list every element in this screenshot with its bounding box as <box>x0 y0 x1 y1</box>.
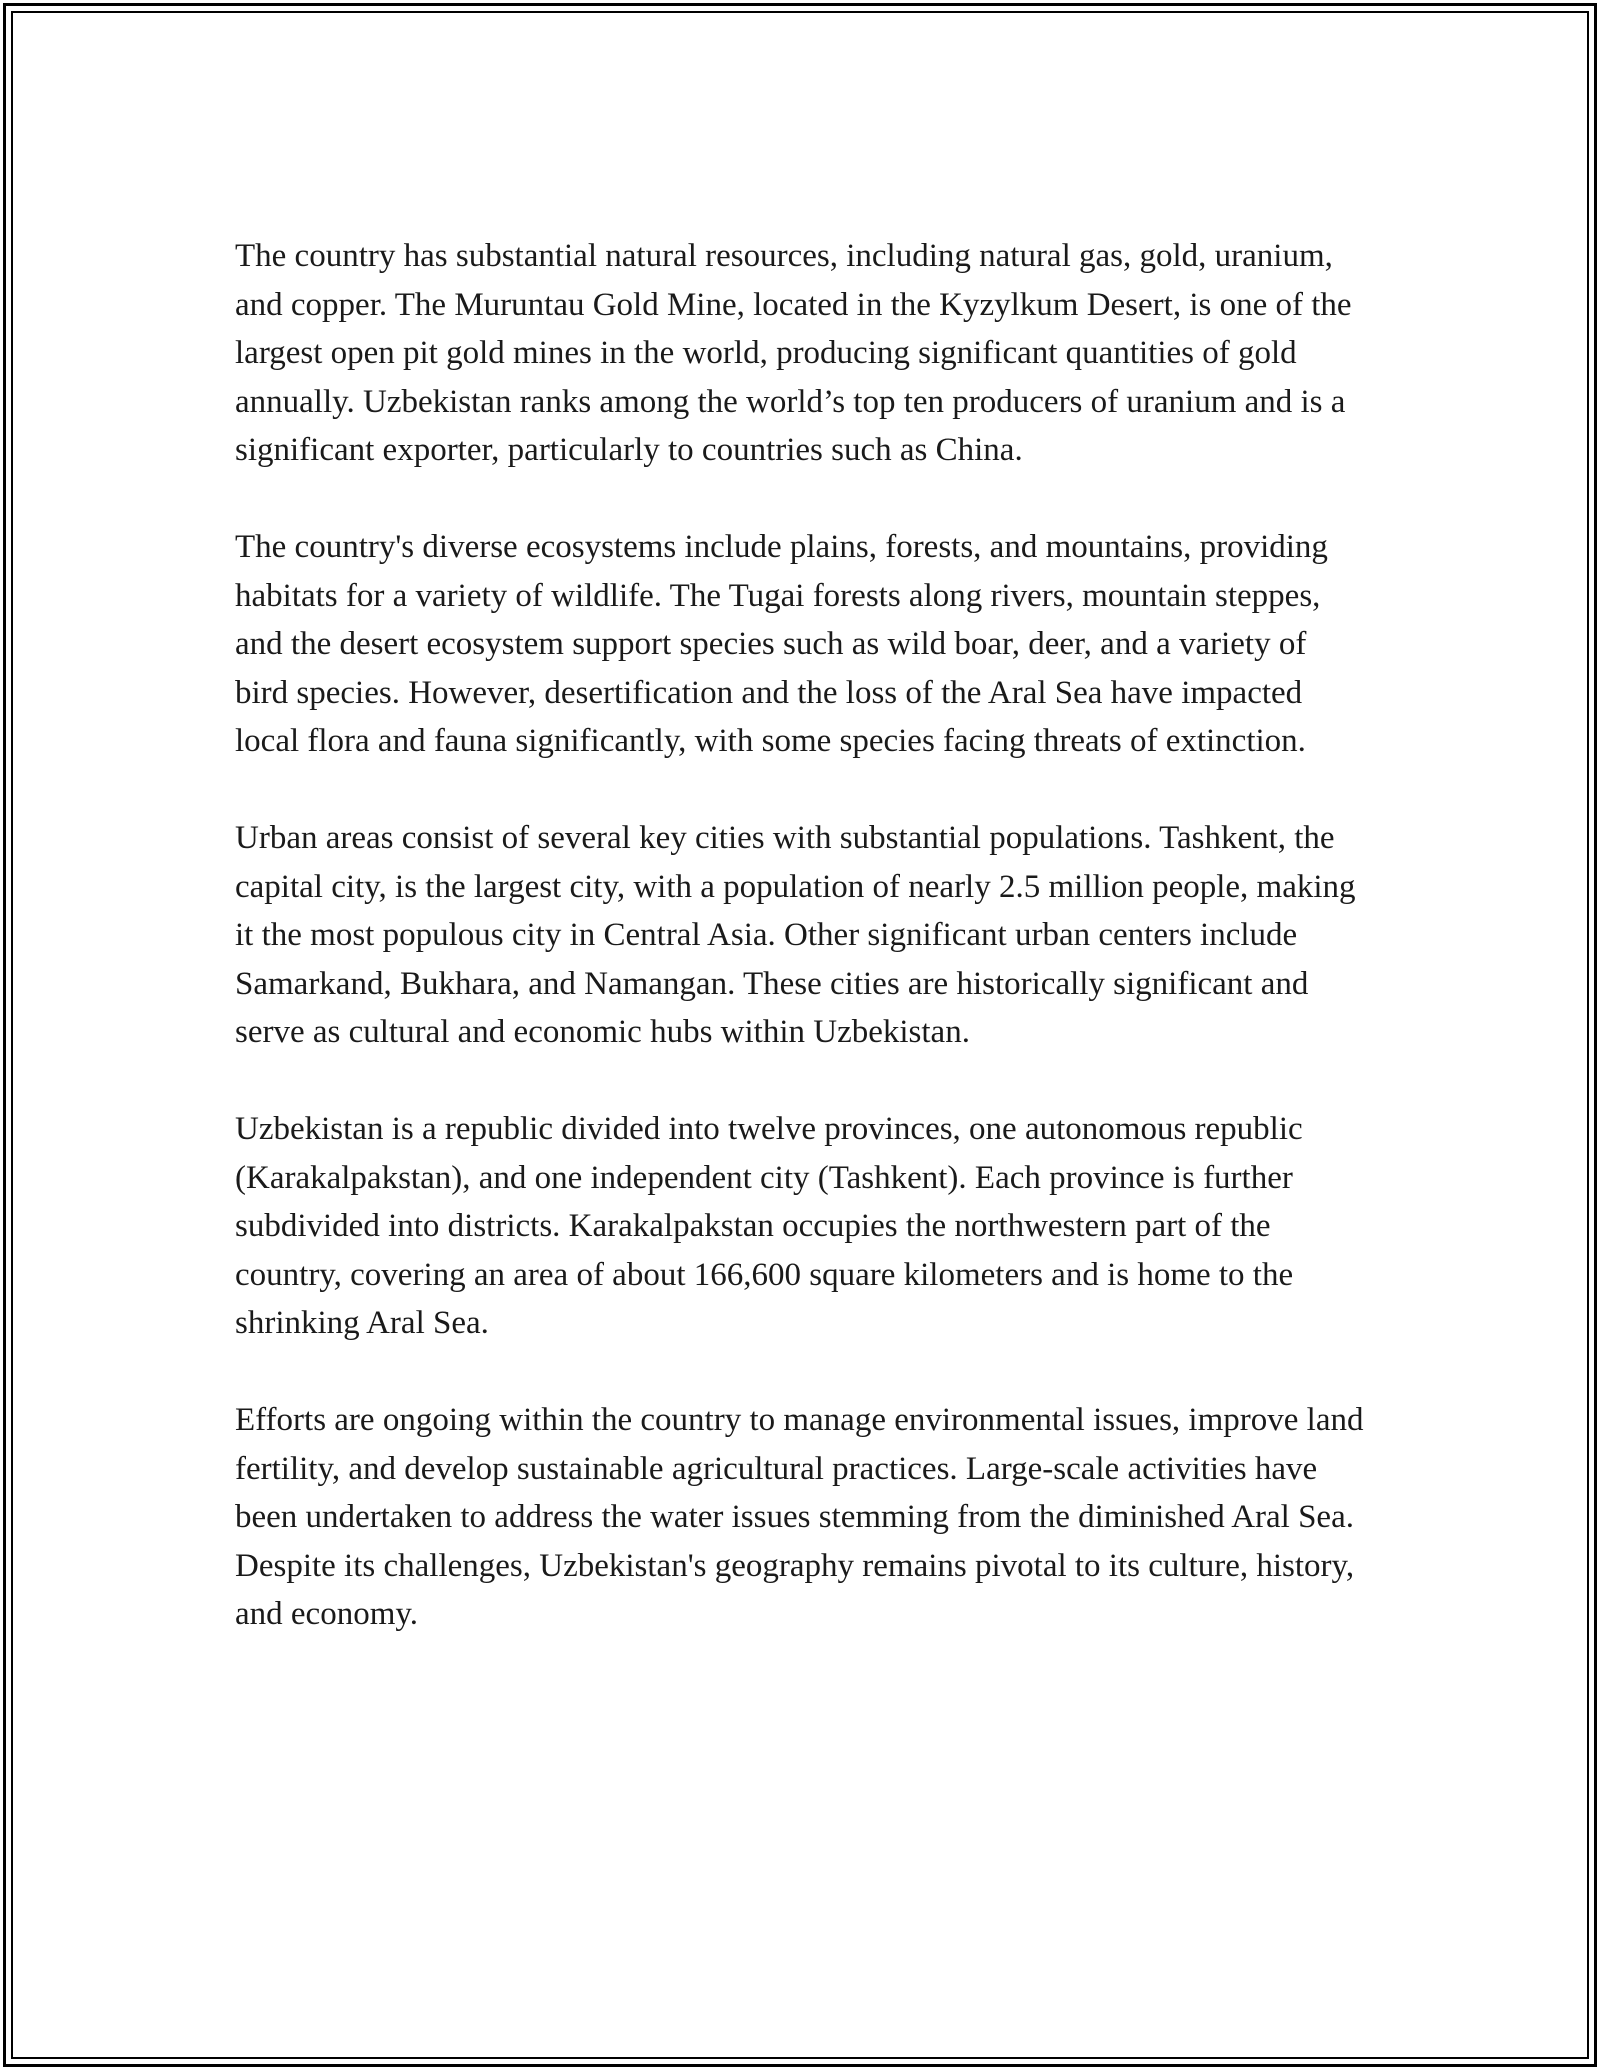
paragraph-administrative-divisions: Uzbekistan is a republic divided into twelve provinces, one autonomous republic (Karakalpakstan), and one independent city (Tashkent). Each province is further subdivided into districts. Karakalpakstan occupies the northwestern part of the country, covering an area of about 166,600 square kilometers and is home to the shrinking Aral Sea. <box>235 1111 1303 1341</box>
paragraph-natural-resources: The country has substantial natural resources, including natural gas, gold, uranium, and copper. The Muruntau Gold Mine, located in the Kyzylkum Desert, is one of the largest open pit gold mines in the world, producing significant quantities of gold annually. Uzbekistan ranks among the world’s top ten producers of uranium and is a significant exporter, particularly to countries such as China. <box>235 238 1352 468</box>
paragraph-ecosystems: The country's diverse ecosystems include plains, forests, and mountains, providing habitats for a variety of wildlife. The Tugai forests along rivers, mountain steppes, and the desert ecosystem support species such as wild boar, deer, and a variety of bird species. However, desertification and the loss of the Aral Sea have impacted local flora and fauna significantly, with some species facing threats of extinction. <box>235 529 1328 759</box>
paragraph-environmental-efforts: Efforts are ongoing within the country to manage environmental issues, improve land fertility, and develop sustainable agricultural practices. Large-scale activities have been undertaken to address the water issues stemming from the diminished Aral Sea. Despite its challenges, Uzbekistan's geography remains pivotal to its culture, history, and economy. <box>235 1402 1364 1632</box>
paragraph-urban-areas: Urban areas consist of several key cities with substantial populations. Tashkent, the capital city, is the largest city, with a population of nearly 2.5 million people, making it the most populous city in Central Asia. Other significant urban centers include Samarkand, Bukhara, and Namangan. These cities are historically significant and serve as cultural and economic hubs within Uzbekistan. <box>235 820 1356 1050</box>
document-body <box>235 232 1365 1687</box>
